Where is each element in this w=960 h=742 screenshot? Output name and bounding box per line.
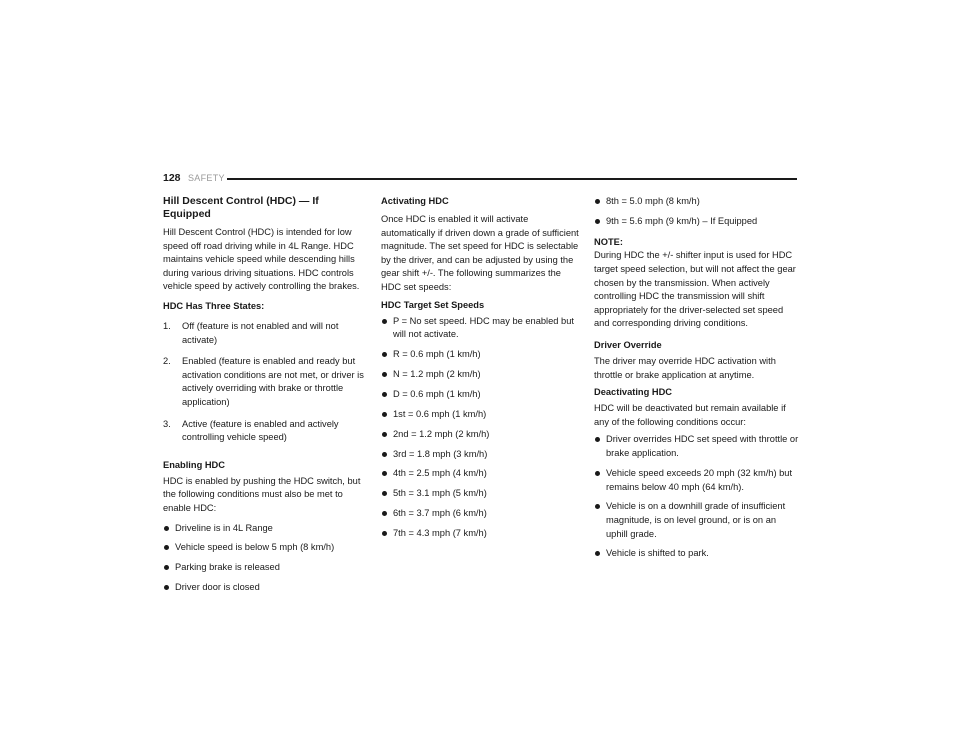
speeds-list-continued	[594, 195, 800, 228]
section-label: SAFETY	[188, 173, 225, 183]
column-right	[594, 195, 800, 569]
list-text: Driver door is closed	[175, 582, 260, 593]
list-item	[163, 541, 366, 555]
bullet-icon	[382, 531, 387, 536]
states-list	[163, 320, 366, 445]
activating-paragraph: Once HDC is enabled it will activate automatically if driven down a grade of sufficient magnitude. The set speed for HDC is selectable by the driver, and can be adjusted by using the gear shift +/-. The following summarizes the HDC set speeds:	[381, 214, 579, 292]
list-item	[163, 418, 366, 445]
list-item	[381, 507, 582, 521]
bullet-icon	[382, 491, 387, 496]
note-paragraph: During HDC the +/- shifter input is used for HDC target speed selection, but will not affect the gear chosen by the transmission. When actively controlling HDC the transmission will shift appropriately for the driver-selected set speed and corresponding driving conditions.	[594, 250, 796, 329]
list-text: R = 0.6 mph (1 km/h)	[393, 349, 481, 360]
list-text: P = No set speed. HDC may be enabled but will not activate.	[393, 315, 574, 340]
list-item	[381, 467, 582, 481]
page-header	[163, 172, 797, 186]
bullet-icon	[595, 199, 600, 204]
list-item	[594, 547, 800, 561]
bullet-icon	[164, 565, 169, 570]
states-heading: HDC Has Three States:	[163, 300, 265, 311]
list-item	[163, 561, 366, 575]
bullet-icon	[382, 412, 387, 417]
bullet-icon	[164, 526, 169, 531]
list-item	[163, 355, 366, 409]
list-text: Parking brake is released	[175, 562, 280, 573]
list-item	[381, 527, 582, 541]
enabling-paragraph: HDC is enabled by pushing the HDC switch, but the following conditions must also be met to enable HDC:	[163, 475, 361, 513]
list-item	[163, 581, 366, 595]
bullet-icon	[595, 551, 600, 556]
speeds-list	[381, 315, 582, 541]
list-item	[381, 348, 582, 362]
enabling-conditions-list	[163, 522, 366, 595]
bullet-icon	[382, 352, 387, 357]
override-paragraph: The driver may override HDC activation with throttle or brake application at anytime.	[594, 356, 776, 380]
list-text: 2nd = 1.2 mph (2 km/h)	[393, 428, 490, 439]
list-text: N = 1.2 mph (2 km/h)	[393, 368, 481, 379]
bullet-icon	[382, 319, 387, 324]
override-heading: Driver Override	[594, 340, 662, 351]
list-item	[381, 448, 582, 462]
bullet-icon	[382, 432, 387, 437]
list-text: 7th = 4.3 mph (7 km/h)	[393, 528, 487, 539]
list-item	[594, 467, 800, 494]
enabling-heading: Enabling HDC	[163, 459, 225, 470]
bullet-icon	[164, 545, 169, 550]
column-left	[163, 195, 366, 603]
list-text: Vehicle is on a downhill grade of insufficient magnitude, is on level ground, or is on an uphill grade.	[606, 501, 786, 539]
note-label: NOTE:	[594, 237, 623, 248]
list-text: Off (feature is not enabled and will not activate)	[182, 320, 339, 345]
list-text: D = 0.6 mph (1 km/h)	[393, 388, 481, 399]
list-text: 5th = 3.1 mph (5 km/h)	[393, 488, 487, 499]
deactivating-conditions-list	[594, 433, 800, 561]
bullet-icon	[382, 372, 387, 377]
intro-paragraph: Hill Descent Control (HDC) is intended for low speed off road driving while in 4L Range. HDC maintains vehicle speed while descending hills during various driving situations. HDC controls vehicle speed by actively controlling the brakes.	[163, 227, 360, 292]
deactivating-paragraph: HDC will be deactivated but remain available if any of the following conditions occur:	[594, 403, 786, 427]
list-item	[594, 433, 800, 460]
deactivating-heading: Deactivating HDC	[594, 387, 673, 398]
bullet-icon	[595, 219, 600, 224]
list-item	[381, 368, 582, 382]
header-rule	[227, 178, 797, 180]
bullet-icon	[595, 471, 600, 476]
bullet-icon	[164, 585, 169, 590]
bullet-icon	[382, 511, 387, 516]
list-item	[381, 315, 582, 342]
list-text: Vehicle is shifted to park.	[606, 548, 709, 559]
bullet-icon	[595, 437, 600, 442]
activating-heading: Activating HDC	[381, 196, 449, 206]
list-text: 6th = 3.7 mph (6 km/h)	[393, 508, 487, 519]
list-item	[163, 320, 366, 347]
list-item	[594, 500, 800, 541]
list-item	[594, 195, 800, 209]
speeds-heading: HDC Target Set Speeds	[381, 299, 485, 310]
bullet-icon	[595, 504, 600, 509]
list-text: Active (feature is enabled and actively controlling vehicle speed)	[182, 418, 339, 443]
list-text: 1st = 0.6 mph (1 km/h)	[393, 408, 487, 419]
list-number: 2.	[163, 356, 171, 367]
bullet-icon	[382, 452, 387, 457]
list-text: 3rd = 1.8 mph (3 km/h)	[393, 448, 488, 459]
list-text: 8th = 5.0 mph (8 km/h)	[606, 196, 700, 206]
list-item	[381, 388, 582, 402]
list-text: 9th = 5.6 mph (9 km/h) – If Equipped	[606, 215, 758, 226]
list-text: Vehicle speed exceeds 20 mph (32 km/h) but remains below 40 mph (64 km/h).	[606, 467, 793, 492]
bullet-icon	[382, 392, 387, 397]
list-number: 3.	[163, 418, 171, 429]
page-number: 128	[163, 172, 181, 184]
list-item	[381, 428, 582, 442]
list-text: 4th = 2.5 mph (4 km/h)	[393, 468, 487, 479]
section-title: Hill Descent Control (HDC) — If Equipped	[163, 195, 319, 220]
list-text: Driver overrides HDC set speed with throttle or brake application.	[606, 434, 799, 459]
list-text: Vehicle speed is below 5 mph (8 km/h)	[175, 542, 335, 553]
column-middle	[381, 195, 582, 549]
list-item	[381, 487, 582, 501]
list-item	[594, 215, 800, 229]
list-text: Driveline is in 4L Range	[175, 522, 273, 533]
list-item	[163, 522, 366, 536]
list-item	[381, 408, 582, 422]
bullet-icon	[382, 471, 387, 476]
list-text: Enabled (feature is enabled and ready but activation conditions are not met, or driver is actively overriding with brake or throttle application)	[182, 356, 364, 407]
list-number: 1.	[163, 320, 171, 331]
